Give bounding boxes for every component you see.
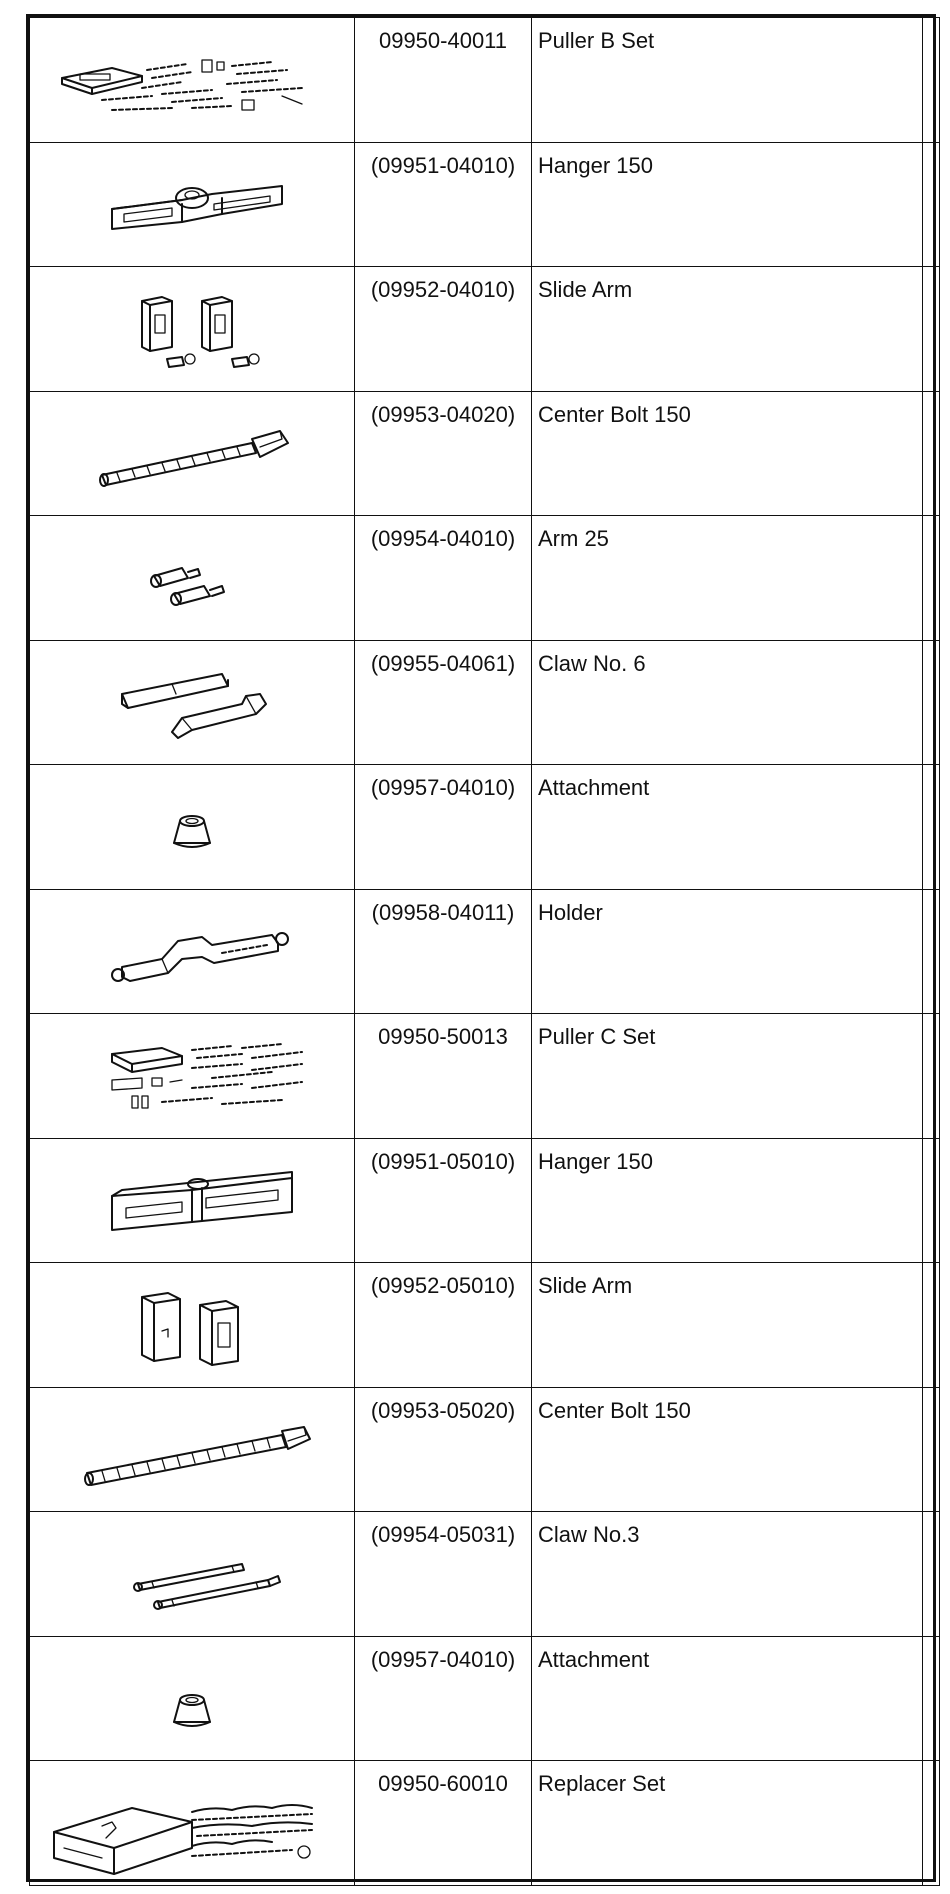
center-bolt-icon bbox=[42, 403, 342, 503]
table-row bbox=[30, 1014, 940, 1139]
holder-icon bbox=[42, 901, 342, 1001]
part-number: (09954-05031) bbox=[355, 1512, 532, 1637]
tool-name: Puller C Set bbox=[532, 1014, 923, 1139]
puller-c-set-icon bbox=[42, 1026, 342, 1126]
claw-icon bbox=[42, 652, 342, 752]
tool-name: Hanger 150 bbox=[532, 1138, 923, 1263]
replacer-set-icon bbox=[42, 1768, 342, 1878]
tool-illustration bbox=[30, 889, 355, 1014]
tool-name: Slide Arm bbox=[532, 1263, 923, 1388]
tool-illustration bbox=[30, 18, 355, 143]
table-row bbox=[30, 18, 940, 143]
blank-cell bbox=[923, 267, 940, 392]
tool-name: Hanger 150 bbox=[532, 142, 923, 267]
attachment-icon bbox=[42, 777, 342, 877]
tool-illustration bbox=[30, 391, 355, 516]
blank-cell bbox=[923, 765, 940, 890]
part-number: (09955-04061) bbox=[355, 640, 532, 765]
tool-illustration bbox=[30, 640, 355, 765]
tool-name: Center Bolt 150 bbox=[532, 391, 923, 516]
tool-name: Claw No. 6 bbox=[532, 640, 923, 765]
part-number: 09950-60010 bbox=[355, 1761, 532, 1886]
table-row bbox=[30, 1761, 940, 1886]
table-row bbox=[30, 391, 940, 516]
blank-cell bbox=[923, 18, 940, 143]
table-row bbox=[30, 1636, 940, 1761]
attachment-icon bbox=[42, 1648, 342, 1748]
blank-cell bbox=[923, 889, 940, 1014]
special-tools-table bbox=[26, 14, 936, 1882]
claw-rod-icon bbox=[42, 1524, 342, 1624]
part-number: 09950-50013 bbox=[355, 1014, 532, 1139]
table-row bbox=[30, 1263, 940, 1388]
tool-name: Attachment bbox=[532, 765, 923, 890]
arm-icon bbox=[42, 528, 342, 628]
hanger-icon bbox=[42, 154, 342, 254]
tool-name: Claw No.3 bbox=[532, 1512, 923, 1637]
tool-illustration bbox=[30, 1263, 355, 1388]
part-number: (09957-04010) bbox=[355, 1636, 532, 1761]
hanger-icon bbox=[42, 1150, 342, 1250]
tool-illustration bbox=[30, 1636, 355, 1761]
tool-illustration bbox=[30, 142, 355, 267]
blank-cell bbox=[923, 391, 940, 516]
tool-name: Attachment bbox=[532, 1636, 923, 1761]
puller-b-set-icon bbox=[42, 30, 342, 130]
part-number: (09952-05010) bbox=[355, 1263, 532, 1388]
slide-arm-icon bbox=[42, 1275, 342, 1375]
part-number: (09952-04010) bbox=[355, 267, 532, 392]
blank-cell bbox=[923, 1636, 940, 1761]
blank-cell bbox=[923, 516, 940, 641]
blank-cell bbox=[923, 1512, 940, 1637]
tool-illustration bbox=[30, 1512, 355, 1637]
tool-illustration bbox=[30, 1387, 355, 1512]
tool-illustration bbox=[30, 267, 355, 392]
tool-illustration bbox=[30, 1761, 355, 1886]
table-row bbox=[30, 889, 940, 1014]
tool-name: Center Bolt 150 bbox=[532, 1387, 923, 1512]
blank-cell bbox=[923, 1014, 940, 1139]
tool-illustration bbox=[30, 1014, 355, 1139]
tool-illustration bbox=[30, 765, 355, 890]
blank-cell bbox=[923, 1263, 940, 1388]
tool-name: Puller B Set bbox=[532, 18, 923, 143]
table-row bbox=[30, 640, 940, 765]
tool-name: Replacer Set bbox=[532, 1761, 923, 1886]
slide-arm-icon bbox=[42, 279, 342, 379]
part-number: 09950-40011 bbox=[355, 18, 532, 143]
table-row bbox=[30, 142, 940, 267]
blank-cell bbox=[923, 1138, 940, 1263]
table-row bbox=[30, 267, 940, 392]
table-row bbox=[30, 516, 940, 641]
tool-name: Holder bbox=[532, 889, 923, 1014]
part-number: (09951-04010) bbox=[355, 142, 532, 267]
part-number: (09958-04011) bbox=[355, 889, 532, 1014]
table-row bbox=[30, 1512, 940, 1637]
tool-name: Arm 25 bbox=[532, 516, 923, 641]
center-bolt-icon bbox=[42, 1399, 342, 1499]
table-row bbox=[30, 765, 940, 890]
blank-cell bbox=[923, 1761, 940, 1886]
table-row bbox=[30, 1138, 940, 1263]
table-row bbox=[30, 1387, 940, 1512]
tool-illustration bbox=[30, 1138, 355, 1263]
part-number: (09951-05010) bbox=[355, 1138, 532, 1263]
part-number: (09953-05020) bbox=[355, 1387, 532, 1512]
tool-illustration bbox=[30, 516, 355, 641]
part-number: (09954-04010) bbox=[355, 516, 532, 641]
blank-cell bbox=[923, 142, 940, 267]
blank-cell bbox=[923, 640, 940, 765]
part-number: (09953-04020) bbox=[355, 391, 532, 516]
tool-name: Slide Arm bbox=[532, 267, 923, 392]
blank-cell bbox=[923, 1387, 940, 1512]
part-number: (09957-04010) bbox=[355, 765, 532, 890]
